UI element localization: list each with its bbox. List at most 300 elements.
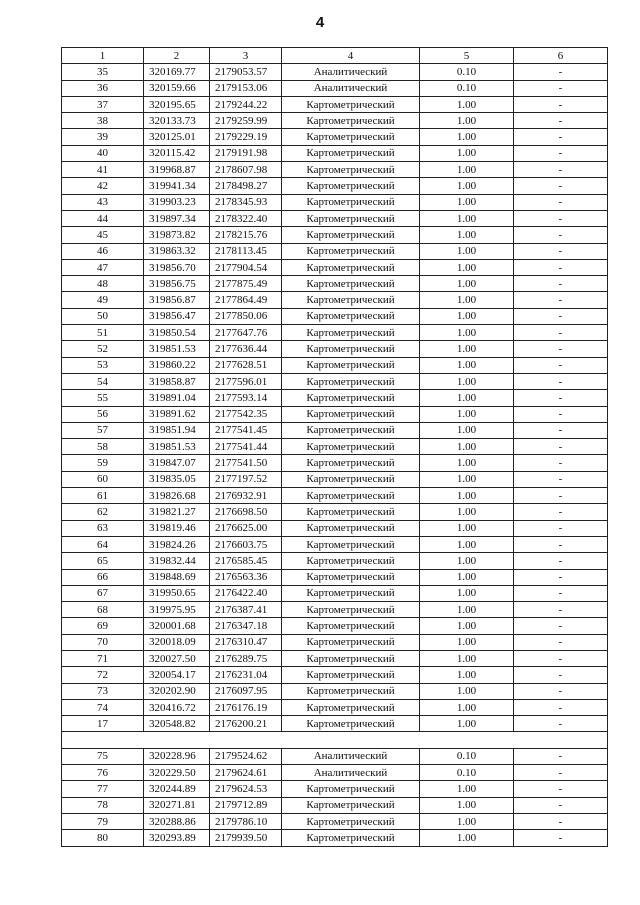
note-cell: -	[514, 194, 608, 210]
table-row	[62, 406, 608, 422]
accuracy-cell: 1.00	[420, 683, 514, 699]
point-number-cell: 46	[62, 243, 144, 259]
note-cell: -	[514, 390, 608, 406]
point-number-cell: 74	[62, 699, 144, 715]
coord-x-cell: 319856.87	[144, 292, 210, 308]
page-number: 4	[315, 14, 325, 31]
coord-y-cell: 2177850.06	[210, 308, 282, 324]
coord-y-cell: 2177596.01	[210, 373, 282, 389]
accuracy-cell: 1.00	[420, 439, 514, 455]
note-cell: -	[514, 129, 608, 145]
table-row	[62, 618, 608, 634]
column-header: 3	[210, 48, 282, 64]
point-number-cell: 66	[62, 569, 144, 585]
method-cell: Картометрический	[282, 210, 420, 226]
method-cell: Картометрический	[282, 667, 420, 683]
accuracy-cell: 1.00	[420, 504, 514, 520]
coord-x-cell: 319850.54	[144, 325, 210, 341]
note-cell: -	[514, 536, 608, 552]
coord-y-cell: 2176387.41	[210, 602, 282, 618]
coord-y-cell: 2177875.49	[210, 276, 282, 292]
method-cell: Картометрический	[282, 553, 420, 569]
method-cell: Картометрический	[282, 797, 420, 813]
coord-x-cell: 319891.04	[144, 390, 210, 406]
coord-x-cell: 319863.32	[144, 243, 210, 259]
point-number-cell: 72	[62, 667, 144, 683]
table-row	[62, 830, 608, 846]
note-cell: -	[514, 373, 608, 389]
point-number-cell: 65	[62, 553, 144, 569]
note-cell: -	[514, 699, 608, 715]
point-number-cell: 69	[62, 618, 144, 634]
accuracy-cell: 1.00	[420, 406, 514, 422]
table-row	[62, 308, 608, 324]
coord-y-cell: 2179229.19	[210, 129, 282, 145]
accuracy-cell: 1.00	[420, 716, 514, 732]
point-number-cell: 47	[62, 259, 144, 275]
coord-x-cell: 319847.07	[144, 455, 210, 471]
coord-y-cell: 2177593.14	[210, 390, 282, 406]
column-header: 1	[62, 48, 144, 64]
coord-y-cell: 2178322.40	[210, 210, 282, 226]
table-row	[62, 259, 608, 275]
table-row	[62, 553, 608, 569]
coord-y-cell: 2179712.89	[210, 797, 282, 813]
method-cell: Картометрический	[282, 406, 420, 422]
note-cell: -	[514, 765, 608, 781]
point-number-cell: 38	[62, 113, 144, 129]
coord-x-cell: 320125.01	[144, 129, 210, 145]
point-number-cell: 77	[62, 781, 144, 797]
empty-cell	[62, 732, 608, 748]
accuracy-cell: 1.00	[420, 585, 514, 601]
table-row	[62, 210, 608, 226]
note-cell: -	[514, 634, 608, 650]
point-number-cell: 60	[62, 471, 144, 487]
coord-y-cell: 2176289.75	[210, 650, 282, 666]
table-row	[62, 716, 608, 732]
coord-y-cell: 2177647.76	[210, 325, 282, 341]
point-number-cell: 75	[62, 748, 144, 764]
accuracy-cell: 1.00	[420, 325, 514, 341]
method-cell: Картометрический	[282, 471, 420, 487]
coord-y-cell: 2177542.35	[210, 406, 282, 422]
note-cell: -	[514, 341, 608, 357]
accuracy-cell: 0.10	[420, 80, 514, 96]
accuracy-cell: 1.00	[420, 830, 514, 846]
method-cell: Картометрический	[282, 162, 420, 178]
coord-x-cell: 320244.89	[144, 781, 210, 797]
table-row	[62, 96, 608, 112]
accuracy-cell: 1.00	[420, 162, 514, 178]
method-cell: Картометрический	[282, 373, 420, 389]
note-cell: -	[514, 520, 608, 536]
coord-y-cell: 2177864.49	[210, 292, 282, 308]
table-row	[62, 536, 608, 552]
note-cell: -	[514, 618, 608, 634]
table-row	[62, 439, 608, 455]
accuracy-cell: 1.00	[420, 569, 514, 585]
point-number-cell: 42	[62, 178, 144, 194]
accuracy-cell: 1.00	[420, 667, 514, 683]
coord-y-cell: 2176097.95	[210, 683, 282, 699]
coord-y-cell: 2178215.76	[210, 227, 282, 243]
note-cell: -	[514, 406, 608, 422]
accuracy-cell: 1.00	[420, 373, 514, 389]
method-cell: Картометрический	[282, 520, 420, 536]
coord-x-cell: 319851.53	[144, 439, 210, 455]
table-row	[62, 650, 608, 666]
accuracy-cell: 1.00	[420, 194, 514, 210]
coord-y-cell: 2176176.19	[210, 699, 282, 715]
point-number-cell: 67	[62, 585, 144, 601]
coord-y-cell: 2176563.36	[210, 569, 282, 585]
table-row	[62, 341, 608, 357]
accuracy-cell: 1.00	[420, 113, 514, 129]
method-cell: Картометрический	[282, 439, 420, 455]
note-cell: -	[514, 602, 608, 618]
point-number-cell: 57	[62, 422, 144, 438]
point-number-cell: 56	[62, 406, 144, 422]
coord-y-cell: 2176698.50	[210, 504, 282, 520]
coord-x-cell: 320288.86	[144, 813, 210, 829]
coord-x-cell: 319832.44	[144, 553, 210, 569]
note-cell: -	[514, 797, 608, 813]
point-number-cell: 71	[62, 650, 144, 666]
empty-row	[62, 732, 608, 748]
note-cell: -	[514, 259, 608, 275]
accuracy-cell: 1.00	[420, 553, 514, 569]
method-cell: Картометрический	[282, 325, 420, 341]
point-number-cell: 41	[62, 162, 144, 178]
accuracy-cell: 0.10	[420, 765, 514, 781]
coord-x-cell: 320202.90	[144, 683, 210, 699]
note-cell: -	[514, 471, 608, 487]
table-row	[62, 471, 608, 487]
accuracy-cell: 1.00	[420, 341, 514, 357]
coord-y-cell: 2177197.52	[210, 471, 282, 487]
note-cell: -	[514, 357, 608, 373]
note-cell: -	[514, 716, 608, 732]
table-row	[62, 129, 608, 145]
method-cell: Картометрический	[282, 634, 420, 650]
note-cell: -	[514, 162, 608, 178]
note-cell: -	[514, 504, 608, 520]
table-row	[62, 178, 608, 194]
note-cell: -	[514, 308, 608, 324]
note-cell: -	[514, 455, 608, 471]
method-cell: Картометрический	[282, 683, 420, 699]
table-row	[62, 243, 608, 259]
coord-y-cell: 2179939.50	[210, 830, 282, 846]
point-number-cell: 62	[62, 504, 144, 520]
coord-x-cell: 319856.75	[144, 276, 210, 292]
note-cell: -	[514, 830, 608, 846]
table-row	[62, 227, 608, 243]
coord-y-cell: 2179259.99	[210, 113, 282, 129]
accuracy-cell: 1.00	[420, 797, 514, 813]
note-cell: -	[514, 553, 608, 569]
note-cell: -	[514, 227, 608, 243]
accuracy-cell: 1.00	[420, 650, 514, 666]
accuracy-cell: 1.00	[420, 178, 514, 194]
note-cell: -	[514, 64, 608, 80]
table-row	[62, 699, 608, 715]
accuracy-cell: 0.10	[420, 748, 514, 764]
coord-x-cell: 319848.69	[144, 569, 210, 585]
coord-x-cell: 320054.17	[144, 667, 210, 683]
coord-y-cell: 2179053.57	[210, 64, 282, 80]
table-row	[62, 276, 608, 292]
table-row	[62, 455, 608, 471]
accuracy-cell: 1.00	[420, 129, 514, 145]
coord-y-cell: 2176347.18	[210, 618, 282, 634]
accuracy-cell: 1.00	[420, 276, 514, 292]
point-number-cell: 17	[62, 716, 144, 732]
accuracy-cell: 1.00	[420, 520, 514, 536]
column-header: 5	[420, 48, 514, 64]
table-row	[62, 504, 608, 520]
accuracy-cell: 1.00	[420, 634, 514, 650]
note-cell: -	[514, 80, 608, 96]
method-cell: Картометрический	[282, 716, 420, 732]
coord-y-cell: 2176200.21	[210, 716, 282, 732]
coord-x-cell: 319851.94	[144, 422, 210, 438]
coord-y-cell: 2176932.91	[210, 488, 282, 504]
method-cell: Картометрический	[282, 536, 420, 552]
point-number-cell: 61	[62, 488, 144, 504]
coord-x-cell: 319950.65	[144, 585, 210, 601]
table-row	[62, 488, 608, 504]
method-cell: Картометрический	[282, 259, 420, 275]
coord-x-cell: 319860.22	[144, 357, 210, 373]
coord-y-cell: 2179624.61	[210, 765, 282, 781]
method-cell: Аналитический	[282, 748, 420, 764]
note-cell: -	[514, 488, 608, 504]
note-cell: -	[514, 325, 608, 341]
coord-x-cell: 319873.82	[144, 227, 210, 243]
coord-x-cell: 319968.87	[144, 162, 210, 178]
method-cell: Картометрический	[282, 569, 420, 585]
point-number-cell: 59	[62, 455, 144, 471]
coord-y-cell: 2178345.93	[210, 194, 282, 210]
point-number-cell: 80	[62, 830, 144, 846]
method-cell: Картометрический	[282, 292, 420, 308]
coord-y-cell: 2178113.45	[210, 243, 282, 259]
method-cell: Картометрический	[282, 781, 420, 797]
point-number-cell: 53	[62, 357, 144, 373]
note-cell: -	[514, 243, 608, 259]
point-number-cell: 68	[62, 602, 144, 618]
accuracy-cell: 1.00	[420, 488, 514, 504]
point-number-cell: 43	[62, 194, 144, 210]
point-number-cell: 50	[62, 308, 144, 324]
point-number-cell: 79	[62, 813, 144, 829]
point-number-cell: 40	[62, 145, 144, 161]
note-cell: -	[514, 96, 608, 112]
accuracy-cell: 1.00	[420, 96, 514, 112]
accuracy-cell: 1.00	[420, 813, 514, 829]
coord-x-cell: 319903.23	[144, 194, 210, 210]
table-row	[62, 292, 608, 308]
coord-x-cell: 319856.47	[144, 308, 210, 324]
table-row	[62, 80, 608, 96]
coord-x-cell: 319975.95	[144, 602, 210, 618]
accuracy-cell: 1.00	[420, 292, 514, 308]
accuracy-cell: 1.00	[420, 455, 514, 471]
note-cell: -	[514, 145, 608, 161]
point-number-cell: 37	[62, 96, 144, 112]
table-row	[62, 765, 608, 781]
coord-x-cell: 320416.72	[144, 699, 210, 715]
table-row	[62, 64, 608, 80]
note-cell: -	[514, 667, 608, 683]
accuracy-cell: 1.00	[420, 699, 514, 715]
coord-y-cell: 2179244.22	[210, 96, 282, 112]
coord-x-cell: 319941.34	[144, 178, 210, 194]
point-number-cell: 49	[62, 292, 144, 308]
note-cell: -	[514, 569, 608, 585]
coord-x-cell: 320195.65	[144, 96, 210, 112]
point-number-cell: 45	[62, 227, 144, 243]
method-cell: Картометрический	[282, 699, 420, 715]
table-row	[62, 162, 608, 178]
coord-x-cell: 320228.96	[144, 748, 210, 764]
coord-x-cell: 320115.42	[144, 145, 210, 161]
table-row	[62, 797, 608, 813]
note-cell: -	[514, 683, 608, 699]
coord-x-cell: 319897.34	[144, 210, 210, 226]
method-cell: Аналитический	[282, 80, 420, 96]
table-row	[62, 373, 608, 389]
table-row	[62, 422, 608, 438]
coord-y-cell: 2179191.98	[210, 145, 282, 161]
table-row	[62, 520, 608, 536]
coordinates-table	[61, 47, 608, 847]
accuracy-cell: 1.00	[420, 145, 514, 161]
point-number-cell: 54	[62, 373, 144, 389]
table-row	[62, 667, 608, 683]
accuracy-cell: 1.00	[420, 210, 514, 226]
table-row	[62, 683, 608, 699]
accuracy-cell: 1.00	[420, 536, 514, 552]
method-cell: Аналитический	[282, 765, 420, 781]
coord-y-cell: 2177636.44	[210, 341, 282, 357]
point-number-cell: 48	[62, 276, 144, 292]
method-cell: Картометрический	[282, 422, 420, 438]
coord-x-cell: 319821.27	[144, 504, 210, 520]
column-header: 2	[144, 48, 210, 64]
point-number-cell: 51	[62, 325, 144, 341]
point-number-cell: 63	[62, 520, 144, 536]
coord-y-cell: 2178498.27	[210, 178, 282, 194]
point-number-cell: 64	[62, 536, 144, 552]
coord-y-cell: 2176585.45	[210, 553, 282, 569]
coord-y-cell: 2179786.10	[210, 813, 282, 829]
coord-y-cell: 2179524.62	[210, 748, 282, 764]
coord-y-cell: 2179624.53	[210, 781, 282, 797]
coord-x-cell: 320159.66	[144, 80, 210, 96]
method-cell: Картометрический	[282, 243, 420, 259]
method-cell: Картометрический	[282, 455, 420, 471]
note-cell: -	[514, 585, 608, 601]
accuracy-cell: 1.00	[420, 243, 514, 259]
coord-x-cell: 320548.82	[144, 716, 210, 732]
table-row	[62, 145, 608, 161]
coord-x-cell: 319835.05	[144, 471, 210, 487]
coord-x-cell: 320169.77	[144, 64, 210, 80]
note-cell: -	[514, 292, 608, 308]
coord-y-cell: 2177541.44	[210, 439, 282, 455]
coord-y-cell: 2177541.50	[210, 455, 282, 471]
table-row	[62, 748, 608, 764]
accuracy-cell: 1.00	[420, 357, 514, 373]
method-cell: Картометрический	[282, 308, 420, 324]
method-cell: Картометрический	[282, 830, 420, 846]
method-cell: Картометрический	[282, 113, 420, 129]
point-number-cell: 73	[62, 683, 144, 699]
coord-x-cell: 319824.26	[144, 536, 210, 552]
note-cell: -	[514, 439, 608, 455]
coord-x-cell: 320293.89	[144, 830, 210, 846]
coord-x-cell: 319891.62	[144, 406, 210, 422]
method-cell: Картометрический	[282, 227, 420, 243]
table-row	[62, 357, 608, 373]
method-cell: Картометрический	[282, 194, 420, 210]
method-cell: Картометрический	[282, 129, 420, 145]
note-cell: -	[514, 210, 608, 226]
accuracy-cell: 1.00	[420, 259, 514, 275]
coord-y-cell: 2176603.75	[210, 536, 282, 552]
column-header: 4	[282, 48, 420, 64]
note-cell: -	[514, 650, 608, 666]
point-number-cell: 36	[62, 80, 144, 96]
method-cell: Картометрический	[282, 276, 420, 292]
coord-y-cell: 2176231.04	[210, 667, 282, 683]
coord-x-cell: 320133.73	[144, 113, 210, 129]
point-number-cell: 35	[62, 64, 144, 80]
accuracy-cell: 1.00	[420, 618, 514, 634]
accuracy-cell: 1.00	[420, 390, 514, 406]
coord-y-cell: 2179153.06	[210, 80, 282, 96]
method-cell: Картометрический	[282, 650, 420, 666]
table-section-2	[62, 748, 608, 846]
table-row	[62, 390, 608, 406]
accuracy-cell: 1.00	[420, 308, 514, 324]
coord-x-cell: 319851.53	[144, 341, 210, 357]
coord-y-cell: 2178607.98	[210, 162, 282, 178]
method-cell: Картометрический	[282, 504, 420, 520]
table-row	[62, 813, 608, 829]
point-number-cell: 44	[62, 210, 144, 226]
accuracy-cell: 1.00	[420, 227, 514, 243]
point-number-cell: 58	[62, 439, 144, 455]
table-row	[62, 781, 608, 797]
method-cell: Картометрический	[282, 341, 420, 357]
coord-y-cell: 2177904.54	[210, 259, 282, 275]
point-number-cell: 55	[62, 390, 144, 406]
note-cell: -	[514, 422, 608, 438]
method-cell: Картометрический	[282, 602, 420, 618]
table-section-1	[62, 64, 608, 732]
table-row	[62, 585, 608, 601]
point-number-cell: 39	[62, 129, 144, 145]
method-cell: Аналитический	[282, 64, 420, 80]
coord-x-cell: 320001.68	[144, 618, 210, 634]
table-separator	[62, 732, 608, 748]
table-row	[62, 602, 608, 618]
point-number-cell: 70	[62, 634, 144, 650]
